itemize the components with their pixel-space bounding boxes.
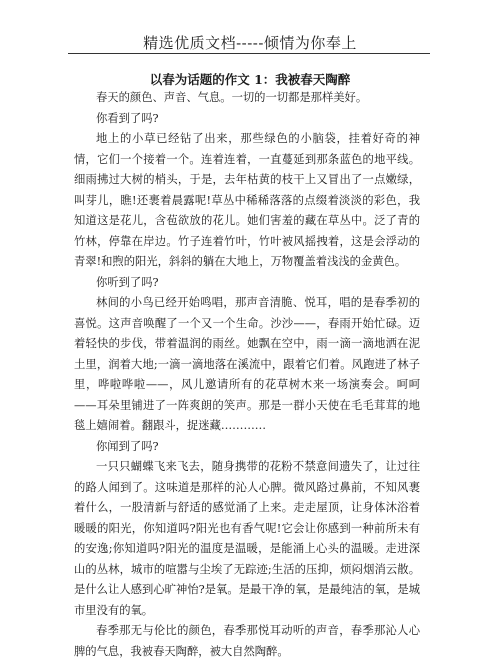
paragraph: 你闻到了吗?: [96, 439, 159, 453]
paragraph: 你听到了吗?: [96, 275, 159, 289]
paragraph: 春天的颜色、声音、气息。一切的一切都是那样美好。: [96, 91, 368, 104]
paragraph: 春季那无与伦比的颜色，春季那悦耳动听的声音，春季那沁人心脾的气息，我被春天陶醉，被大自然陶醉。: [74, 624, 420, 658]
paragraph: 林间的小鸟已经开始鸣唱，那声音清脆、悦耳，唱的是春季初的喜悦。这声音唤醒了一个又一个生命。沙沙——，春雨开始忙碌。迈着轻快的步伐，带着温润的雨丝。她飘在空中，雨一滴一滴地洒在泥土里，润着大地;一滴一滴地落在溪流中，跟着它们着。风跑进了林子里，哗啦哗啦——，风儿邀请所有的花草树木来一场演奏会。呵呵——耳朵里铺进了一阵爽朗的笑声。那是一群小天使在毛毛茸茸的地毯上嬉闹着。翻跟斗，捉迷藏…………: [74, 296, 420, 432]
paragraph: 你看到了吗?: [96, 111, 159, 125]
paragraph: 一只只蝴蝶飞来飞去，随身携带的花粉不禁意间遗失了，让过往的路人闻到了。这味道是那样的沁人心脾。微风路过鼻前，不知风裹着什么，一股清新与舒适的感觉涌了上来。走走屋顶，让身体沐浴着暖暖的阳光，你知道吗?阳光也有香气呢!它会让你感到一种前所未有的安逸;你知道吗?阳光的温度是温暖，是能涌上心头的温暖。走进深山的丛林，城市的喧嚣与尘埃了无踪迹;生活的压抑，烦闷烟消云散。是什么让人感到心旷神怡?是氧。是最干净的氧，是最纯洁的氧，是城市里没有的氧。: [74, 460, 420, 617]
essay-body: [74, 88, 420, 662]
header-rule: [68, 53, 430, 54]
page-header: 精选优质文档-----倾情为你奉上: [143, 34, 357, 52]
paragraph: 地上的小草已经钻了出来，那些绿色的小脑袋，挂着好奇的神情，它们一个接着一个。连着连着，一直蔓延到那条蓝色的地平线。细雨拂过大树的梢头，于是，去年枯黄的枝干上又冒出了一点嫩绿，叫芽儿，瞧!还裹着晨露呢!草丛中稀稀落落的点缀着淡淡的彩色，我知道这是花儿，含苞欲放的花儿。她们害羞的藏在草丛中。泛了青的竹林，停靠在岸边。竹子连着竹叶，竹叶被风摇拽着，这是会浮动的青翠!和煦的阳光，斜斜的躺在大地上，万物覆盖着浅浅的金黄色。: [74, 132, 420, 268]
essay-title: 以春为话题的作文 1：我被春天陶醉: [149, 72, 351, 87]
